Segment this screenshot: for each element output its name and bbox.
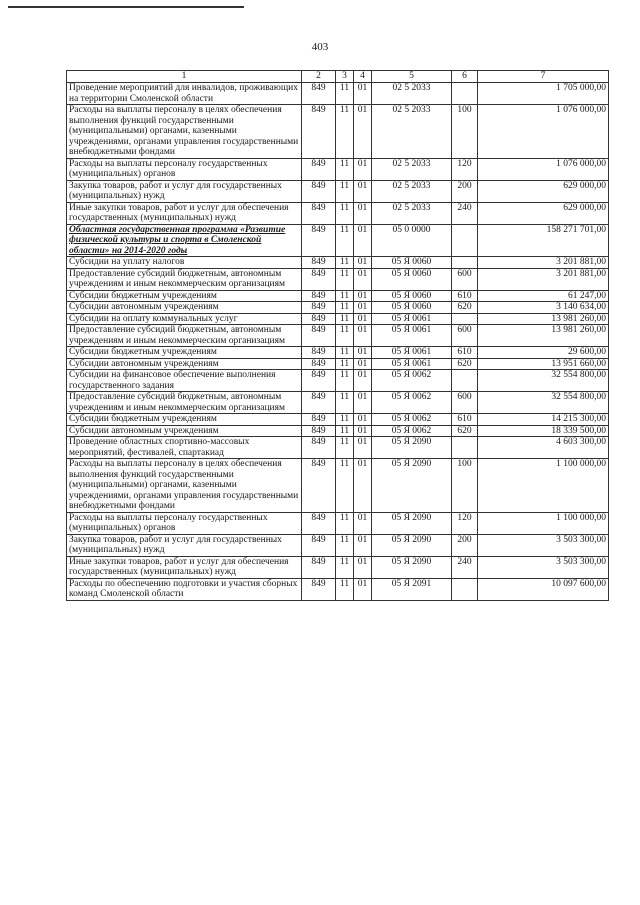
table-row: [67, 578, 609, 600]
subsection-cell: 01: [354, 392, 372, 414]
table-row: [67, 414, 609, 426]
expense-type-cell: 610: [452, 414, 478, 426]
row-name-cell: Расходы на выплаты персоналу в целях обеспечения выполнения функций государственными (муниципальными) органами, казенными учреждениями, органами управления государственными внебюджетными фондами: [67, 105, 302, 159]
subsection-cell: 01: [354, 202, 372, 224]
target-article-cell: 05 Я 0061: [372, 347, 452, 359]
table-row: [67, 290, 609, 302]
section-cell: 11: [336, 290, 354, 302]
row-name-cell: Областная государственная программа «Развитие физической культуры и спорта в Смоленской области» на 2014-2020 годы: [67, 224, 302, 257]
subsection-cell: 01: [354, 534, 372, 556]
budget-table: [66, 70, 609, 601]
section-cell: 11: [336, 414, 354, 426]
amount-cell: 3 201 881,00: [478, 257, 609, 269]
expense-type-cell: [452, 313, 478, 325]
row-name-cell: Проведение мероприятий для инвалидов, проживающих на территории Смоленской области: [67, 83, 302, 105]
amount-cell: 13 981 260,00: [478, 325, 609, 347]
expense-type-cell: 240: [452, 556, 478, 578]
expense-type-cell: 200: [452, 534, 478, 556]
gov-code-cell: 849: [302, 83, 336, 105]
row-name-cell: Иные закупки товаров, работ и услуг для обеспечения государственных (муниципальных) нужд: [67, 202, 302, 224]
column-header: 2: [302, 71, 336, 83]
row-name-cell: Расходы на выплаты персоналу государственных (муниципальных) органов: [67, 512, 302, 534]
target-article-cell: 05 Я 0060: [372, 257, 452, 269]
column-header: 3: [336, 71, 354, 83]
row-name-cell: Субсидии на финансовое обеспечение выполнения государственного задания: [67, 370, 302, 392]
table-row: [67, 224, 609, 257]
expense-type-cell: 240: [452, 202, 478, 224]
subsection-cell: 01: [354, 257, 372, 269]
gov-code-cell: 849: [302, 224, 336, 257]
target-article-cell: 05 Я 0062: [372, 370, 452, 392]
column-header: 7: [478, 71, 609, 83]
gov-code-cell: 849: [302, 202, 336, 224]
table-row: [67, 425, 609, 437]
amount-cell: 4 603 300,00: [478, 437, 609, 459]
expense-type-cell: 600: [452, 268, 478, 290]
section-cell: 11: [336, 325, 354, 347]
expense-type-cell: 610: [452, 290, 478, 302]
row-name-cell: Предоставление субсидий бюджетным, автономным учреждениям и иным некоммерческим организациям: [67, 268, 302, 290]
target-article-cell: 05 Я 0060: [372, 290, 452, 302]
section-cell: 11: [336, 180, 354, 202]
table-row: [67, 105, 609, 159]
row-name-cell: Субсидии бюджетным учреждениям: [67, 290, 302, 302]
column-header: 5: [372, 71, 452, 83]
target-article-cell: 05 Я 2091: [372, 578, 452, 600]
expense-type-cell: 610: [452, 347, 478, 359]
row-name-cell: Иные закупки товаров, работ и услуг для обеспечения государственных (муниципальных) нужд: [67, 556, 302, 578]
gov-code-cell: 849: [302, 158, 336, 180]
amount-cell: 1 100 000,00: [478, 459, 609, 513]
gov-code-cell: 849: [302, 512, 336, 534]
expense-type-cell: [452, 578, 478, 600]
section-cell: 11: [336, 158, 354, 180]
section-cell: 11: [336, 578, 354, 600]
table-row: [67, 313, 609, 325]
column-header: 1: [67, 71, 302, 83]
table-row: [67, 370, 609, 392]
row-name-cell: Закупка товаров, работ и услуг для государственных (муниципальных) нужд: [67, 180, 302, 202]
subsection-cell: 01: [354, 578, 372, 600]
amount-cell: 1 705 000,00: [478, 83, 609, 105]
amount-cell: 14 215 300,00: [478, 414, 609, 426]
row-name-cell: Расходы по обеспечению подготовки и участия сборных команд Смоленской области: [67, 578, 302, 600]
amount-cell: 61 247,00: [478, 290, 609, 302]
expense-type-cell: 620: [452, 358, 478, 370]
column-header: 4: [354, 71, 372, 83]
amount-cell: 158 271 701,00: [478, 224, 609, 257]
subsection-cell: 01: [354, 556, 372, 578]
target-article-cell: 05 Я 0061: [372, 313, 452, 325]
amount-cell: 3 140 634,00: [478, 302, 609, 314]
section-cell: 11: [336, 313, 354, 325]
subsection-cell: 01: [354, 425, 372, 437]
gov-code-cell: 849: [302, 534, 336, 556]
subsection-cell: 01: [354, 414, 372, 426]
subsection-cell: 01: [354, 158, 372, 180]
table-row: [67, 202, 609, 224]
table-row: [67, 459, 609, 513]
row-name-cell: Предоставление субсидий бюджетным, автономным учреждениям и иным некоммерческим организациям: [67, 392, 302, 414]
gov-code-cell: 849: [302, 437, 336, 459]
subsection-cell: 01: [354, 105, 372, 159]
amount-cell: 13 951 660,00: [478, 358, 609, 370]
gov-code-cell: 849: [302, 302, 336, 314]
amount-cell: 1 076 000,00: [478, 105, 609, 159]
section-cell: 11: [336, 105, 354, 159]
gov-code-cell: 849: [302, 347, 336, 359]
row-name-cell: Субсидии автономным учреждениям: [67, 358, 302, 370]
expense-type-cell: 600: [452, 325, 478, 347]
target-article-cell: 05 Я 0062: [372, 392, 452, 414]
expense-type-cell: [452, 370, 478, 392]
expense-type-cell: 620: [452, 302, 478, 314]
row-name-cell: Субсидии на оплату коммунальных услуг: [67, 313, 302, 325]
target-article-cell: 05 Я 2090: [372, 556, 452, 578]
section-cell: 11: [336, 202, 354, 224]
gov-code-cell: 849: [302, 414, 336, 426]
target-article-cell: 02 5 2033: [372, 158, 452, 180]
amount-cell: 13 981 260,00: [478, 313, 609, 325]
target-article-cell: 05 Я 0060: [372, 268, 452, 290]
section-cell: 11: [336, 358, 354, 370]
table-row: [67, 534, 609, 556]
amount-cell: 10 097 600,00: [478, 578, 609, 600]
target-article-cell: 05 Я 2090: [372, 534, 452, 556]
expense-type-cell: 120: [452, 512, 478, 534]
gov-code-cell: 849: [302, 459, 336, 513]
gov-code-cell: 849: [302, 358, 336, 370]
table-row: [67, 180, 609, 202]
target-article-cell: 05 Я 2090: [372, 512, 452, 534]
target-article-cell: 02 5 2033: [372, 105, 452, 159]
row-name-cell: Расходы на выплаты персоналу государственных (муниципальных) органов: [67, 158, 302, 180]
gov-code-cell: 849: [302, 257, 336, 269]
expense-type-cell: 600: [452, 392, 478, 414]
amount-cell: 32 554 800,00: [478, 392, 609, 414]
gov-code-cell: 849: [302, 556, 336, 578]
section-cell: 11: [336, 83, 354, 105]
expense-type-cell: 120: [452, 158, 478, 180]
target-article-cell: 02 5 2033: [372, 83, 452, 105]
section-cell: 11: [336, 268, 354, 290]
target-article-cell: 05 Я 0060: [372, 302, 452, 314]
table-row: [67, 358, 609, 370]
top-rule: [8, 6, 244, 8]
section-cell: 11: [336, 392, 354, 414]
subsection-cell: 01: [354, 459, 372, 513]
table-row: [67, 437, 609, 459]
gov-code-cell: 849: [302, 425, 336, 437]
section-cell: 11: [336, 347, 354, 359]
table-row: [67, 268, 609, 290]
expense-type-cell: [452, 83, 478, 105]
section-cell: 11: [336, 425, 354, 437]
subsection-cell: 01: [354, 370, 372, 392]
target-article-cell: 05 Я 0062: [372, 414, 452, 426]
subsection-cell: 01: [354, 290, 372, 302]
table-row: [67, 83, 609, 105]
amount-cell: 3 201 881,00: [478, 268, 609, 290]
expense-type-cell: 100: [452, 459, 478, 513]
expense-type-cell: 100: [452, 105, 478, 159]
row-name-cell: Расходы на выплаты персоналу в целях обеспечения выполнения функций государственными (муниципальными) органами, казенными учреждениями, органами управления государственными внебюджетными фондами: [67, 459, 302, 513]
expense-type-cell: 200: [452, 180, 478, 202]
target-article-cell: 05 Я 0061: [372, 325, 452, 347]
gov-code-cell: 849: [302, 392, 336, 414]
table-row: [67, 392, 609, 414]
subsection-cell: 01: [354, 437, 372, 459]
header-row: [67, 71, 609, 83]
target-article-cell: 02 5 2033: [372, 202, 452, 224]
amount-cell: 32 554 800,00: [478, 370, 609, 392]
subsection-cell: 01: [354, 268, 372, 290]
amount-cell: 29 600,00: [478, 347, 609, 359]
amount-cell: 1 100 000,00: [478, 512, 609, 534]
target-article-cell: 02 5 2033: [372, 180, 452, 202]
table-row: [67, 556, 609, 578]
section-cell: 11: [336, 370, 354, 392]
target-article-cell: 05 Я 2090: [372, 437, 452, 459]
row-name-cell: Проведение областных спортивно-массовых мероприятий, фестивалей, спартакиад: [67, 437, 302, 459]
row-name-cell: Субсидии бюджетным учреждениям: [67, 414, 302, 426]
column-header: 6: [452, 71, 478, 83]
section-cell: 11: [336, 512, 354, 534]
subsection-cell: 01: [354, 302, 372, 314]
gov-code-cell: 849: [302, 370, 336, 392]
expense-type-cell: [452, 437, 478, 459]
subsection-cell: 01: [354, 358, 372, 370]
page-number: 403: [311, 41, 329, 53]
subsection-cell: 01: [354, 83, 372, 105]
amount-cell: 629 000,00: [478, 180, 609, 202]
gov-code-cell: 849: [302, 578, 336, 600]
target-article-cell: 05 Я 0062: [372, 425, 452, 437]
section-cell: 11: [336, 556, 354, 578]
row-name-cell: Субсидии на уплату налогов: [67, 257, 302, 269]
section-cell: 11: [336, 437, 354, 459]
row-name-cell: Субсидии бюджетным учреждениям: [67, 347, 302, 359]
subsection-cell: 01: [354, 313, 372, 325]
table-row: [67, 512, 609, 534]
row-name-cell: Субсидии автономным учреждениям: [67, 425, 302, 437]
target-article-cell: 05 0 0000: [372, 224, 452, 257]
subsection-cell: 01: [354, 224, 372, 257]
subsection-cell: 01: [354, 347, 372, 359]
section-cell: 11: [336, 534, 354, 556]
gov-code-cell: 849: [302, 313, 336, 325]
subsection-cell: 01: [354, 512, 372, 534]
gov-code-cell: 849: [302, 105, 336, 159]
amount-cell: 18 339 500,00: [478, 425, 609, 437]
amount-cell: 1 076 000,00: [478, 158, 609, 180]
section-cell: 11: [336, 302, 354, 314]
row-name-cell: Закупка товаров, работ и услуг для государственных (муниципальных) нужд: [67, 534, 302, 556]
subsection-cell: 01: [354, 180, 372, 202]
table-row: [67, 325, 609, 347]
amount-cell: 629 000,00: [478, 202, 609, 224]
gov-code-cell: 849: [302, 268, 336, 290]
expense-type-cell: [452, 224, 478, 257]
gov-code-cell: 849: [302, 180, 336, 202]
row-name-cell: Субсидии автономным учреждениям: [67, 302, 302, 314]
table-row: [67, 302, 609, 314]
row-name-cell: Предоставление субсидий бюджетным, автономным учреждениям и иным некоммерческим организациям: [67, 325, 302, 347]
table-row: [67, 158, 609, 180]
gov-code-cell: 849: [302, 325, 336, 347]
table-row: [67, 347, 609, 359]
section-cell: 11: [336, 459, 354, 513]
subsection-cell: 01: [354, 325, 372, 347]
target-article-cell: 05 Я 2090: [372, 459, 452, 513]
section-cell: 11: [336, 257, 354, 269]
amount-cell: 3 503 300,00: [478, 534, 609, 556]
amount-cell: 3 503 300,00: [478, 556, 609, 578]
gov-code-cell: 849: [302, 290, 336, 302]
table-row: [67, 257, 609, 269]
section-cell: 11: [336, 224, 354, 257]
expense-type-cell: [452, 257, 478, 269]
target-article-cell: 05 Я 0061: [372, 358, 452, 370]
expense-type-cell: 620: [452, 425, 478, 437]
